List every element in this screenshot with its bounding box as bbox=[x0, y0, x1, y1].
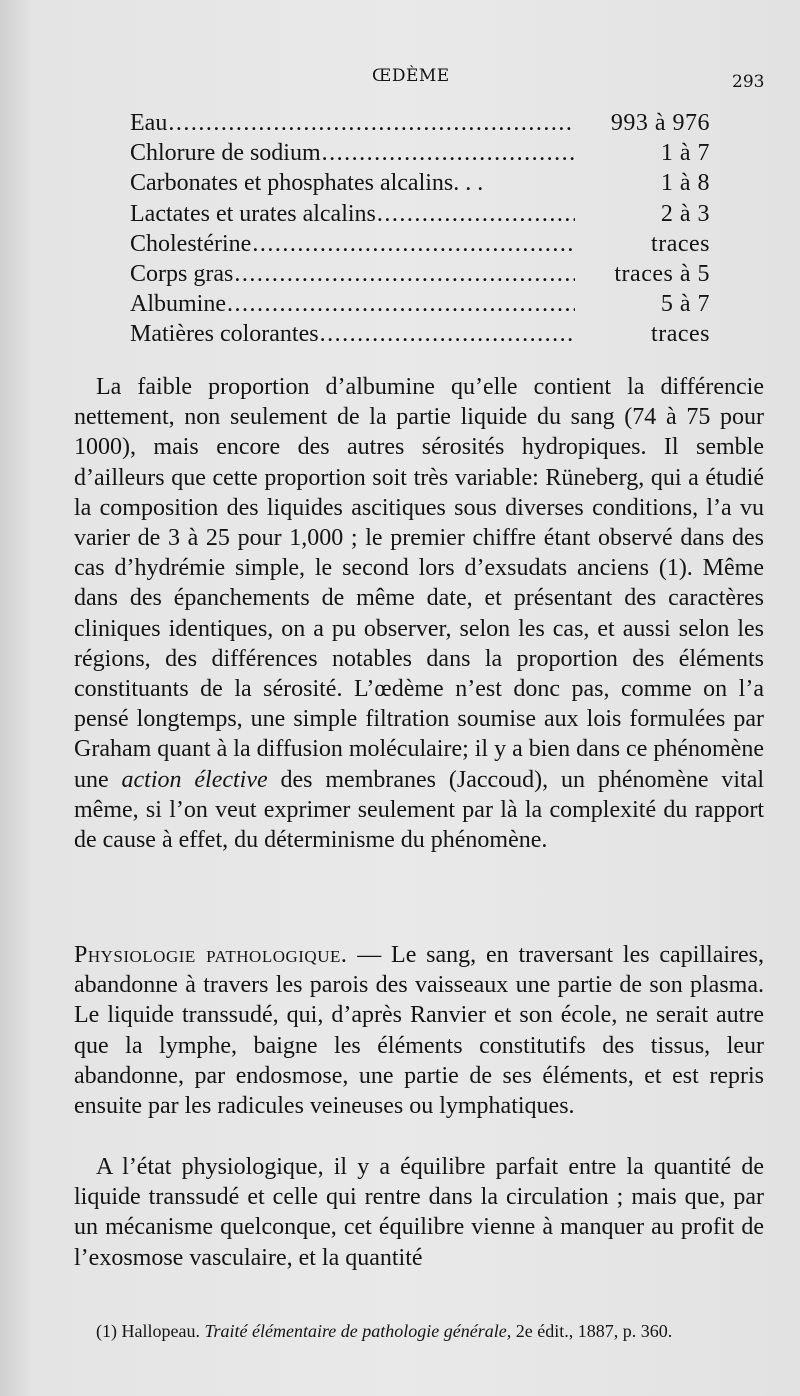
composition-label: Eau bbox=[130, 110, 168, 136]
leader-dots bbox=[321, 140, 575, 167]
leader-dots bbox=[233, 261, 575, 288]
composition-row bbox=[130, 140, 710, 170]
composition-row bbox=[130, 291, 710, 321]
italic-term: action élective bbox=[121, 766, 268, 793]
footnote-edition: 2e édit., 1887, p. 360. bbox=[515, 1321, 673, 1341]
leader-dots bbox=[376, 201, 575, 228]
paragraph-text: La faible proportion d’albumine qu’elle contient la différencie nettement, non seulement de la partie liquide du sang (74 à 75 pour 1000), mais encore des autres sérosités hydropiques. Il semble d’ailleurs que cette proportion soit très variable: Rüneberg, qui a étudié la composition des liquides ascitiques sous diverses conditions, l’a vu varier de 3 à 25 pour 1,000 ; le premier chiffre étant observé dans des cas d’hydrémie simple, le second lors d’exsudats anciens (1). Même dans des épanchements de même date, et présentant des caractères cliniques identiques, on a pu observer, selon les cas, et aussi selon les régions, des différences notables dans la proportion des éléments constituants de la sérosité. L’œdème n’est donc pas, comme on l’a pensé longtemps, une simple filtration soumise aux lois formulées par Graham quant à la diffusion moléculaire; il y a bien dans ce phénomène une bbox=[74, 374, 764, 793]
leader-dots bbox=[226, 291, 575, 318]
composition-value: 993 à 976 bbox=[610, 110, 710, 136]
composition-label: Cholestérine bbox=[130, 230, 252, 257]
leader-dots bbox=[167, 110, 575, 137]
composition-row bbox=[130, 170, 710, 200]
footnote-title: Traité élémentaire de pathologie générale, bbox=[204, 1321, 512, 1341]
leader-dots bbox=[319, 321, 575, 348]
paragraph-text: — Le sang, en traversant les capillaires, abandonne à travers les parois des vaisseaux une partie de son plasma. Le liquide transsudé, qui, d’après Ranvier et son école, ne serait autre que la lymphe, baigne les éléments constitutifs des tissus, leur abandonne, par endosmose, une partie de ses éléments, et est repris ensuite par les radicules veineuses ou lymphatiques. bbox=[74, 942, 764, 1120]
paragraph-physiologie bbox=[74, 940, 764, 1121]
composition-label: Corps gras bbox=[130, 260, 234, 287]
paragraph-etat-physiologique bbox=[74, 1152, 764, 1273]
composition-table bbox=[130, 110, 710, 352]
running-title: ŒDÈME bbox=[372, 66, 450, 86]
footnote-marker: (1) bbox=[96, 1321, 117, 1341]
section-heading: Physiologie pathologique. bbox=[74, 942, 348, 968]
composition-label: Carbonates et phosphates alcalins. . . bbox=[130, 170, 484, 197]
page-number: 293 bbox=[732, 72, 765, 92]
composition-label: Lactates et urates alcalins bbox=[130, 200, 376, 227]
footnote-author: Hallopeau. bbox=[121, 1321, 200, 1341]
composition-value: 1 à 8 bbox=[660, 170, 710, 197]
paragraph-text: des membranes (Jaccoud), un phénomène vital même, si l’on veut exprimer seulement par là la complexité du rapport de cause à effet, du déterminisme du phénomène. bbox=[74, 766, 765, 854]
composition-value: traces bbox=[651, 230, 710, 257]
paragraph-text: A l’état physiologique, il y a équilibre parfait entre la quantité de liquide transsudé et celle qui rentre dans la circulation ; mais que, par un mécanisme quelconque, cet équilibre vienne à manquer au profit de l’exosmose vasculaire, et la quantité bbox=[74, 1154, 764, 1271]
composition-row bbox=[130, 261, 710, 291]
composition-row bbox=[130, 110, 710, 140]
composition-value: traces à 5 bbox=[614, 260, 710, 287]
paragraph-albumine bbox=[74, 372, 764, 855]
composition-label: Chlorure de sodium bbox=[130, 140, 321, 167]
composition-value: 2 à 3 bbox=[660, 200, 710, 227]
leader-dots bbox=[251, 231, 575, 258]
composition-value: 1 à 7 bbox=[660, 140, 710, 167]
page-header bbox=[0, 66, 800, 96]
footnote bbox=[74, 1318, 764, 1344]
composition-value: 5 à 7 bbox=[660, 291, 710, 318]
composition-label: Matières colorantes bbox=[130, 321, 319, 348]
composition-row bbox=[130, 201, 710, 231]
composition-row bbox=[130, 231, 710, 261]
composition-value: traces bbox=[651, 321, 710, 348]
composition-label: Albumine bbox=[130, 291, 226, 318]
composition-row bbox=[130, 321, 710, 351]
